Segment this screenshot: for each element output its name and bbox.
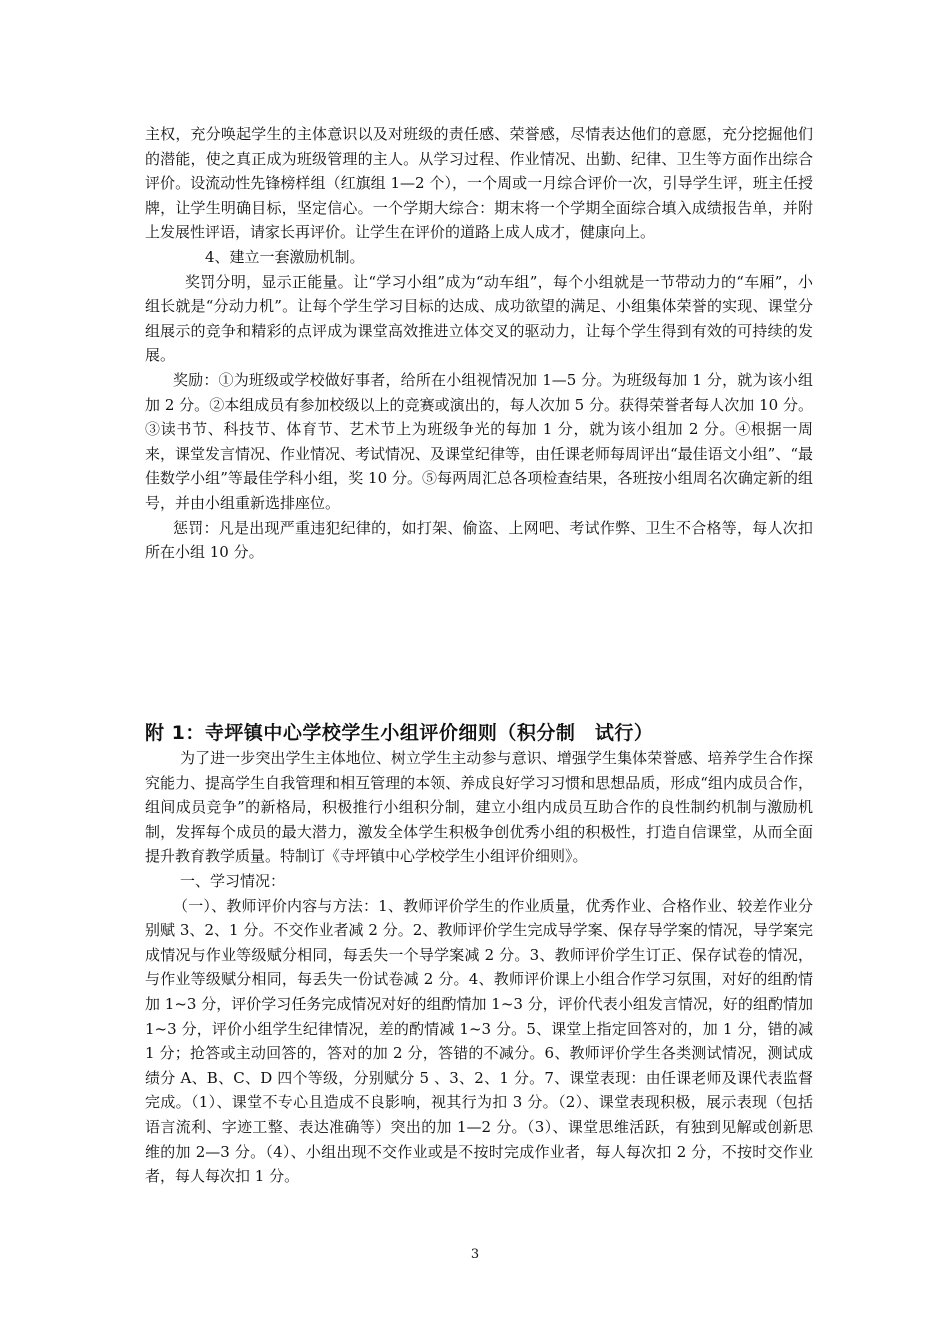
page-number: 3 [470, 1247, 480, 1262]
paragraph-penalties: 惩罚：凡是出现严重违犯纪律的，如打架、偷盗、上网吧、考试作弊、卫生不合格等，每人次扣所在小组 10 分。 [145, 518, 813, 562]
heading-study-situation: 一、学习情况： [180, 871, 286, 890]
heading-incentive-mechanism: 4、建立一套激励机制。 [205, 247, 365, 266]
paragraph-teacher-evaluation: （一）、教师评价内容与方法：1、教师评价学生的作业质量，优秀作业、合格作业、较差作业分别赋 3、2、1 分。不交作业者减 2 分。2、教师评价学生完成导学案、保存导学案的情况，导学案完成情况与作业等级赋分相同，每丢失一个导学案减 2 分。3、教师评价学生订正、保存试卷的情况，与作业等级赋分相同，每丢失一份试卷减 2 分。4、教师评价课上小组合作学习氛围，对好的组酌情加 1~3 分，评价学习任务完成情况对好的组酌情加 1~3 分，评价代表小组发言情况，好的组酌情加 1~3 分，评价小组学生纪律情况，差的酌情减 1~3 分。5、课堂上指定回答对的，加 1 分，错的减 1 分；抢答或主动回答的，答对的加 2 分，答错的不减分。6、教师评价学生各类测试情况，测试成绩分 A、B、C、D 四个等级，分别赋分 5 、3、2、1 分。7、课堂表现：由任课老师及课代表监督完成。（1）、课堂不专心且造成不良影响，视其行为扣 3 分。（2）、课堂表现积极，展示表现（包括语言流利、字迹工整、表达准确等）突出的加 1—2 分。（3）、课堂思维活跃，有独到见解或创新思维的加 2—3 分。（4）、小组出现不交作业或是不按时完成作业者，每人每次扣 2 分，不按时交作业者，每人每次扣 1 分。 [145, 896, 813, 1186]
appendix-title: 附 1：寺坪镇中心学校学生小组评价细则（积分制 试行） [145, 722, 654, 744]
appendix-section [145, 746, 813, 1189]
top-section [145, 122, 813, 565]
paragraph-rewards: 奖励：①为班级或学校做好事者，给所在小组视情况加 1—5 分。为班级每加 1 分，就为该小组加 2 分。②本组成员有参加校级以上的竞赛或演出的，每人次加 5 分。获得荣誉者每人次加 10 分。③读书节、科技节、体育节、艺术节上为班级争光的每加 1 分，就为该小组加 2 分。④根据一周来，课堂发言情况、作业情况、考试情况、及课堂纪律等，由任课老师每周评出“最佳语文小组”、“最佳数学小组”等最佳学科小组，奖 10 分。⑤每两周汇总各项检查结果，各班按小组周名次确定新的组号，并由小组重新选排座位。 [145, 370, 814, 512]
paragraph-evaluation-continued: 主权，充分唤起学生的主体意识以及对班级的责任感、荣誉感，尽情表达他们的意愿，充分挖掘他们的潜能，使之真正成为班级管理的主人。从学习过程、作业情况、出勤、纪律、卫生等方面作出综合评价。设流动性先锋榜样组（红旗组 1—2 个），一个周或一月综合评价一次，引导学生评，班主任授牌，让学生明确目标，坚定信心。一个学期大综合：期末将一个学期全面综合填入成绩报告单，并附上发展性评语，请家长再评价。让学生在评价的道路上成人成才，健康向上。 [145, 125, 813, 242]
paragraph-reward-intro: 奖罚分明，显示正能量。让“学习小组”成为“动车组”，每个小组就是一节带动力的“车厢”，小组长就是“分动力机”。让每个学生学习目标的达成、成功欲望的满足、小组集体荣誉的实现、课堂分组展示的竞争和精彩的点评成为课堂高效推进立体交叉的驱动力，让每个学生得到有效的可持续的发展。 [145, 272, 813, 365]
paragraph-appendix-intro: 为了进一步突出学生主体地位、树立学生主动参与意识、增强学生集体荣誉感、培养学生合作探究能力、提高学生自我管理和相互管理的本领、养成良好学习习惯和思想品质，形成“组内成员合作，组间成员竞争”的新格局，积极推行小组积分制，建立小组内成员互助合作的良性制约机制与激励机制，发挥每个成员的最大潜力，激发全体学生积极争创优秀小组的积极性，打造自信课堂，从而全面提升教育教学质量。特制订《寺坪镇中心学校学生小组评价细则》。 [145, 749, 813, 866]
